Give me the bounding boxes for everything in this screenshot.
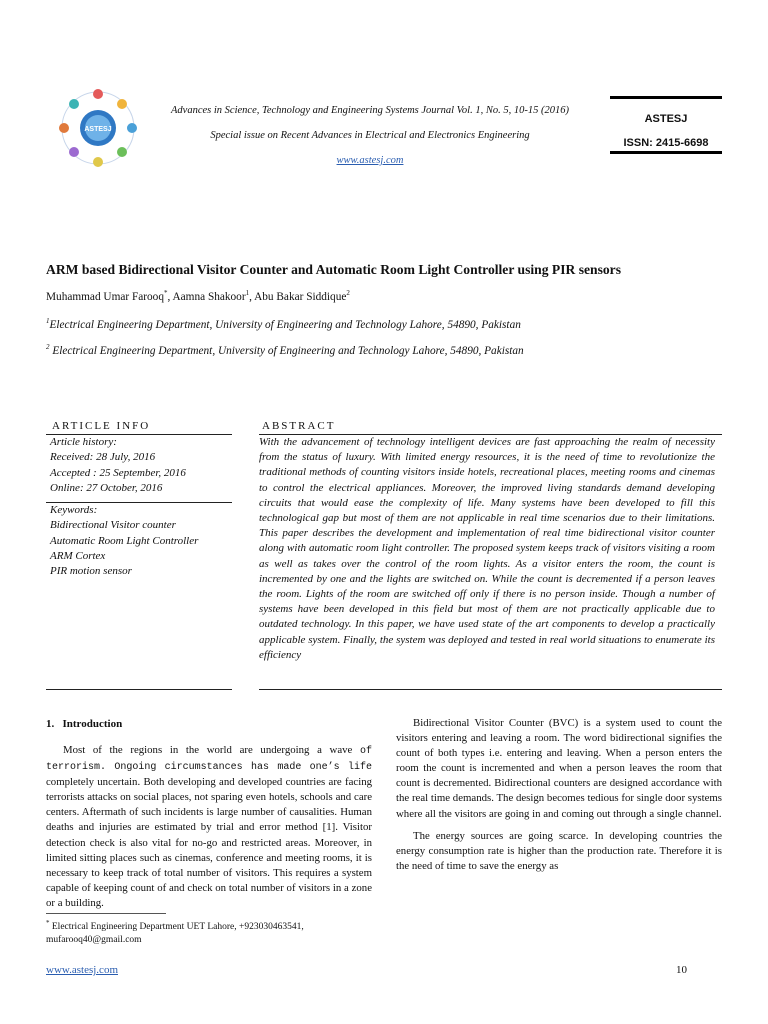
affiliation	[46, 343, 524, 357]
divider	[46, 689, 232, 690]
paragraph: Bidirectional Visitor Counter (BVC) is a system used to count the visitors entering and leaving a room. The word bidirectional signifies the count of both types i.e. entering and leaving. When a person enters the room the count is incremented and when a person leaves the room that count is decremented. Bidirectional counters are designed accordance with the real time demands. The design becomes tedious for single door systems where all the visitors are going in and coming out through a single channel.	[396, 717, 722, 820]
paragraph: The energy sources are going scarce. In developing countries the energy consumption rate is higher than the production rate. Therefore it is the need of time to save the energy as	[396, 829, 722, 872]
left-column	[46, 743, 372, 911]
affiliation-sup: 2	[46, 343, 50, 351]
keyword: Automatic Room Light Controller	[50, 534, 199, 547]
article-history	[50, 435, 230, 496]
footnote-email: mufarooq40@gmail.com	[46, 934, 142, 945]
accepted-date: Accepted : 25 September, 2016	[50, 466, 186, 479]
footer-website-link[interactable]: www.astesj.com	[46, 964, 118, 976]
journal-line: Advances in Science, Technology and Engineering Systems Journal Vol. 1, No. 5, 10-15 (2016)	[171, 105, 569, 116]
paper-title: ARM based Bidirectional Visitor Counter and Automatic Room Light Controller using PIR sensors	[46, 262, 621, 277]
right-column	[396, 716, 722, 874]
affiliation	[46, 317, 521, 331]
footnote	[46, 917, 366, 946]
journal-id-box	[610, 96, 722, 154]
author-name: , Abu Bakar Siddique	[249, 290, 347, 303]
author-name: , Aamna Shakoor	[167, 290, 246, 303]
online-date: Online: 27 October, 2016	[50, 481, 163, 494]
keywords-block	[50, 503, 230, 579]
keyword: ARM Cortex	[50, 549, 106, 562]
keyword: Bidirectional Visitor counter	[50, 519, 176, 532]
footnote-rule	[46, 913, 166, 914]
journal-header	[150, 104, 590, 168]
affiliation-sup: 1	[46, 317, 50, 325]
text-span: of terrorism. Ongoing circumstances has made one’s life	[46, 746, 372, 774]
author-name: Muhammad Umar Farooq	[46, 290, 164, 303]
journal-website-link[interactable]: www.astesj.com	[336, 155, 404, 166]
history-label: Article history:	[50, 436, 117, 448]
author-sup: 2	[346, 289, 350, 297]
author-sup: 1	[245, 289, 250, 297]
article-info-heading: ARTICLE INFO	[52, 420, 151, 432]
journal-logo	[58, 88, 138, 168]
keywords-label: Keywords:	[50, 504, 98, 516]
journal-abbrev: ASTESJ	[644, 113, 688, 125]
divider	[259, 689, 722, 690]
keyword: PIR motion sensor	[50, 565, 132, 578]
footnote-line: Electrical Engineering Department UET Lahore, +923030463541,	[49, 922, 304, 933]
affiliation-text: Electrical Engineering Department, University of Engineering and Technology Lahore, 54890, Pakistan	[49, 318, 521, 331]
section-heading: 1. Introduction	[46, 718, 123, 730]
abstract-heading: ABSTRACT	[262, 420, 336, 432]
author-sup: *	[163, 289, 168, 297]
special-issue-line: Special issue on Recent Advances in Electrical and Electronics Engineering	[210, 130, 530, 141]
author-list	[46, 289, 350, 303]
affiliation-text: Electrical Engineering Department, University of Engineering and Technology Lahore, 54890, Pakistan	[49, 344, 524, 357]
abstract-text: With the advancement of technology intelligent devices are fast approaching the realm of necessity from the status of luxury. With limited energy resources, it is the need of time to revolutionize the traditional methods of counting visitors inside hotels, recreational places, meeting rooms and cinemas to control the electrical appliances. Moreover, the improved living standards demand developing circuits that would ease the complexity of life. Many systems have been developed to fill this technological gap but most of them are not applicable in real time scenarios due to their limitations. This paper describes the development and implementation of real time bidirectional visitor counter along with automatic room light controller. The proposed system keeps track of visitors visiting a room as well as takes over the control of the room lights. As a visitor enters the room, the count is incremented by one and the lights are switched on. While the count is decremented if a person leaves the room. Lights of the room are switched off only if there is no person inside. Though a number of systems have been developed in this field but most of them are not practically applicable due to outdated technology. In this paper, we have used state of the art components to develop a practically applicable system. Finally, the system was deployed and tested in real world situations to enumerate its efficiency	[259, 436, 715, 661]
received-date: Received: 28 July, 2016	[50, 451, 156, 464]
paragraph	[46, 743, 372, 911]
text-span: completely uncertain. Both developing and developed countries are facing terrorists attacks on social places, not sparing even hotels, schools and care centers. Aftermath of such incidents is large number of causalities. Human deaths and injuries are estimated by trial and error method [1]. Visitor detection check is also vital for no-go and restricted areas. Moreover, in limited sitting places such as cinemas, conference and meeting rooms, it is necessary to keep track of total number of visitors. This requires a system capable of keeping count of and check on total number of visitors in a zone or a building.	[46, 776, 372, 909]
logo-text: ASTESJ	[84, 126, 112, 133]
issn: ISSN: 2415-6698	[623, 137, 709, 149]
text-span: Most of the regions in the world are undergoing a wave	[63, 744, 360, 756]
footnote-sup: *	[46, 919, 50, 927]
page-number: 10	[676, 964, 687, 976]
